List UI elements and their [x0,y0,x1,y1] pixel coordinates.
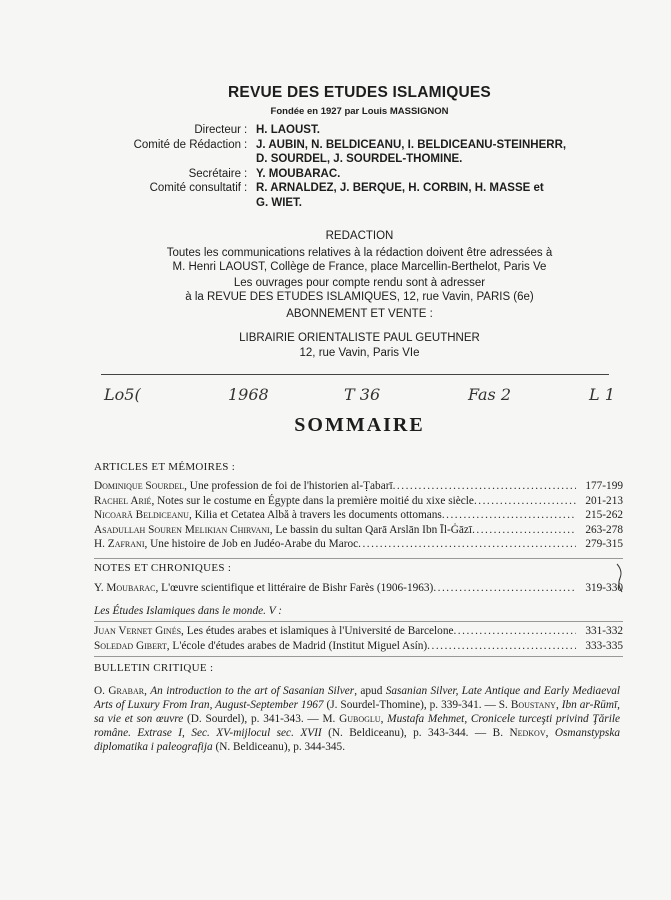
toc-pages: 215-262 [585,509,623,521]
toc-pages: 201-213 [585,494,623,507]
articles-list [94,480,623,553]
bulletin-title: Ibn ar-Rūmī, sa vie et son œuvre [94,699,620,725]
bulletin-author: O. Grabar [94,685,145,697]
bulletin-author: S. Boustany [498,699,556,711]
subscription-address: 12, rue Vavin, Paris VIe [299,347,420,359]
redaction-heading: REDACTION [325,230,394,242]
toc-author: Nicoară Beldiceanu [94,509,189,521]
staff-value: R. ARNALDEZ, J. BERQUE, H. CORBIN, H. MASSE et [256,182,544,194]
toc-pages: 177-199 [585,480,623,492]
staff-value: H. LAOUST. [256,124,320,136]
toc-title: , Notes sur le costume en Égypte dans la première moitié du xixe siècle [151,494,474,507]
staff-label: Comité consultatif [149,182,241,194]
bulletin-title: An introduction to the art of Sasanian Silver [150,685,355,697]
staff-advisory-cont [90,196,610,211]
subscription-publisher: LIBRAIRIE ORIENTALISTE PAUL GEUTHNER [239,332,480,344]
toc-entry [94,538,623,553]
handwritten-volume: T 36 [344,385,381,404]
toc-author: Juan Vernet Ginés [94,625,182,637]
bulletin-title: Sasanian Silver, Late Antique and Early Mediaeval Arts of Luxury From Iran, August-September 1967 [94,685,621,711]
toc-entry [94,640,623,655]
section-divider [94,558,623,559]
staff-committee-cont [90,152,610,167]
bulletin-author: M. Guboglu [322,713,381,725]
toc-entry [94,495,623,510]
toc-pages: 263-278 [585,523,623,536]
articles-heading: ARTICLES ET MÉMOIRES : [94,461,236,473]
toc-title: , Kilia et Cetatea Albă à travers les documents ottomans [188,509,442,521]
toc-title: , Les études arabes et islamiques à l'Université de Barcelone [181,625,454,637]
journal-title: REVUE DES ETUDES ISLAMIQUES [228,84,491,101]
staff-value: G. WIET. [256,196,302,209]
section-divider [94,656,623,657]
toc-entry [94,480,623,495]
bulletin-title: Osmanstурska diplomatika i paleografija [94,727,620,753]
staff-secretary: Secrétaire : Y. MOUBARAC. [90,167,610,182]
journal-founded: Fondée en 1927 par Louis MASSIGNON [270,106,449,117]
toc-entry [94,582,623,597]
staff-label: Secrétaire [188,167,241,180]
toc-entry [94,524,623,539]
handwritten-mark: L 1 [589,385,615,404]
bulletin-title: Mustafa Mehmet, Cronicele turceşti privind Ţările române. Extrase I, Sec. XV-mijlocul sec. XVII [94,713,620,739]
toc-pages: 331-332 [585,625,623,637]
notes-subheading: Les Études Islamiques dans le monde. V : [94,605,283,617]
section-divider [94,621,623,622]
toc-author: Soledad Gibert [94,639,167,652]
redaction-line-1: Toutes les communications relatives à la rédaction doivent être adressées à [166,247,553,259]
staff-advisory: Comité consultatif : R. ARNALDEZ, J. BERQUE, H. CORBIN, H. MASSE et [90,181,610,196]
toc-title: , Une profession de foi de l'historien al-Ṭabarī [184,480,393,492]
editorial-staff [90,123,610,210]
toc-title: , Une histoire de Job en Judéo-Arabe du Maroc [144,538,359,550]
toc-author: Y. Moubarac [94,582,156,594]
toc-author: Asadullah Souren Melikian Chirvani [94,523,270,536]
toc-title: , L'œuvre scientifique et littéraire de Bishr Farès (1906-1963) [155,582,434,594]
toc-pages: 279-315 [585,538,623,550]
toc-author: Dominique Sourdel [94,480,185,492]
redaction-line-3: Les ouvrages pour compte rendu sont à adresser [233,277,486,289]
notes-list [94,582,623,597]
bulletin-heading: BULLETIN CRITIQUE : [94,662,214,674]
handwritten-fascicle: Fas 2 [468,385,512,404]
staff-label: Comité de Rédaction [133,138,241,151]
toc-entry [94,625,623,640]
handwritten-year: 1968 [228,385,269,404]
redaction-line-4: à la REVUE DES ETUDES ISLAMIQUES, 12, rue Vavin, PARIS (6e) [185,291,534,303]
toc-author: Rachel Arié [94,494,152,507]
notes-sublist [94,625,623,654]
bulletin-body: O. Grabar, An introduction to the art of Sasanian Silver, apud Sasanian Silver, Late Antique and Early Mediaeval Arts of Luxury From Iran, August-September 1967 (J. Sourdel-Thomine), p. 339-341. — S. Boustany, Ibn ar-Rūmī, sa vie et son œuvre (D. Sourdel), p. 341-343. — M. Guboglu, Mustafa Mehmet, Cronicele turceşti privind Ţările române. Extrase I, Sec. XV-mijlocul sec. XVII (N. Beldiceanu), p. 343-344. — B. Nedkov, Osmanstурska diplomatika i paleografija (N. Beldiceanu), p. 344-345. [94,685,621,753]
handwritten-rule [101,374,609,375]
staff-committee: Comité de Rédaction : J. AUBIN, N. BELDICEANU, I. BELDICEANU-STEINHERR, [90,138,610,153]
toc-author: H. Zafrani [94,538,145,550]
staff-value: J. AUBIN, N. BELDICEANU, I. BELDICEANU-STEINHERR, [256,138,567,151]
bulletin-author: B. Nedkov [492,727,546,739]
toc-pages: 319-330 [585,582,623,594]
sommaire-heading: SOMMAIRE [294,414,425,436]
handwritten-note: Lo5( [104,385,141,404]
staff-director: Directeur : H. LAOUST. [90,123,610,138]
toc-pages: 333-335 [585,639,623,652]
staff-value: Y. MOUBARAC. [256,167,341,180]
toc-entry [94,509,623,524]
staff-value: D. SOURDEL, J. SOURDEL-THOMINE. [256,153,463,165]
redaction-line-2: M. Henri LAOUST, Collège de France, place Marcellin-Berthelot, Paris Ve [172,261,547,273]
toc-title: , L'école d'études arabes de Madrid (Institut Miguel Asín) [166,639,428,652]
subscription-heading: ABONNEMENT ET VENTE : [286,308,433,320]
toc-title: , Le bassin du sultan Qarā Arslān Ibn Īl-Ġāzī [269,523,473,536]
notes-heading: NOTES ET CHRONIQUES : [94,562,232,574]
staff-label: Directeur [194,124,241,136]
